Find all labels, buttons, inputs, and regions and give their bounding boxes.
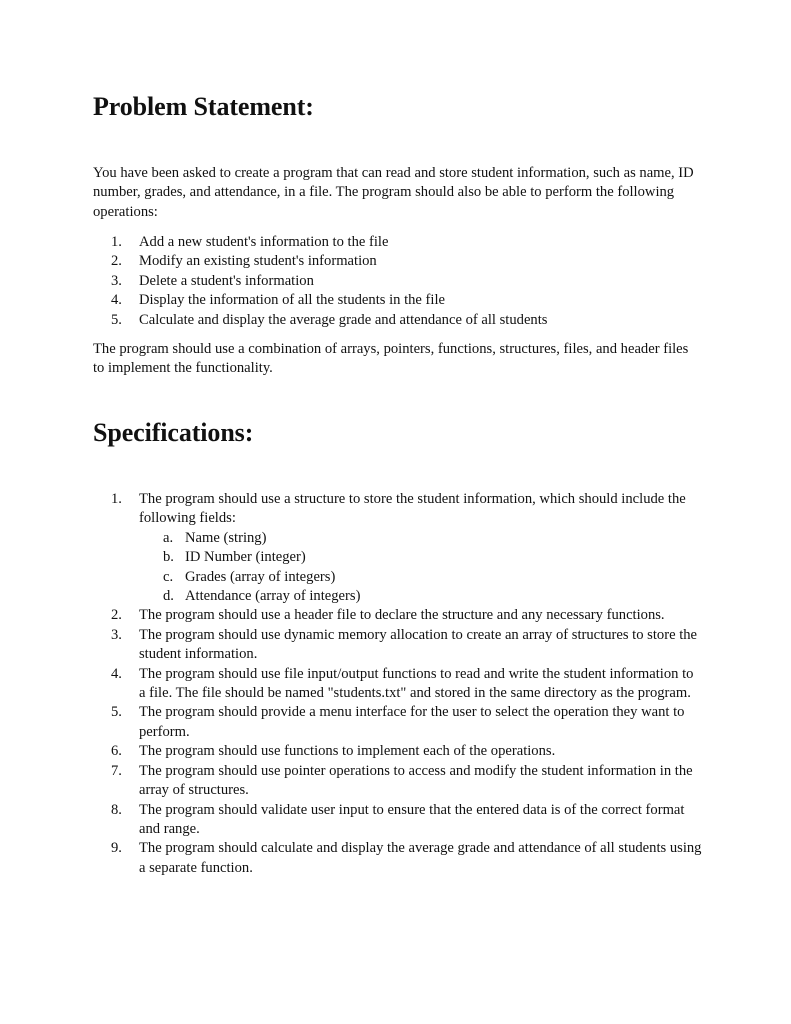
list-item-text: The program should use pointer operations to access and modify the student information in the array of structures. — [139, 762, 693, 799]
sub-list-item — [139, 587, 703, 606]
list-item — [93, 801, 703, 840]
list-item — [93, 490, 703, 606]
list-item-text: The program should use functions to implement each of the operations. — [139, 743, 556, 760]
problem-outro-paragraph: The program should use a combination of arrays, pointers, functions, structures, files, and header files to implement the functionality. — [93, 341, 689, 377]
problem-statement-heading: Problem Statement: — [93, 92, 314, 121]
list-item-text: Add a new student's information to the file — [139, 234, 389, 250]
list-item-text: Calculate and display the average grade and attendance of all students — [139, 311, 548, 328]
list-item — [93, 252, 703, 271]
list-item — [93, 762, 703, 801]
sub-list-letter: a. — [163, 529, 174, 546]
list-item — [93, 742, 703, 761]
list-item — [93, 626, 703, 665]
sub-list-letter: b. — [163, 549, 174, 566]
list-number: 8. — [111, 801, 122, 818]
list-number: 3. — [111, 272, 122, 289]
list-item-text: The program should validate user input to ensure that the entered data is of the correct format and range. — [139, 801, 685, 837]
list-item — [93, 311, 703, 330]
list-item-text: Modify an existing student's information — [139, 253, 377, 270]
list-item-text: The program should use dynamic memory allocation to create an array of structures to store the student information. — [139, 626, 698, 663]
sub-list-item-text: Attendance (array of integers) — [185, 588, 361, 605]
list-number: 2. — [111, 253, 122, 270]
problem-intro-paragraph: You have been asked to create a program that can read and store student information, such as name, ID number, grades, and attendance, in a file. The program should also be able to perform the following operations: — [93, 165, 694, 220]
list-item — [93, 606, 703, 625]
sub-list-item-text: Name (string) — [185, 529, 267, 546]
list-number: 9. — [111, 840, 122, 857]
operations-list — [93, 233, 703, 330]
sub-list-item — [139, 529, 703, 548]
sub-list-letter: c. — [163, 568, 174, 585]
sub-list-letter: d. — [163, 588, 174, 605]
list-item — [93, 233, 703, 252]
list-item-text: Display the information of all the students in the file — [139, 292, 445, 309]
list-item-text: The program should calculate and display the average grade and attendance of all students using a separate function. — [139, 840, 702, 876]
list-item-text: The program should use a header file to declare the structure and any necessary functions. — [139, 607, 665, 624]
list-item-text: Delete a student's information — [139, 272, 314, 289]
list-number: 5. — [111, 311, 122, 328]
list-item — [93, 272, 703, 291]
list-item — [93, 839, 703, 878]
list-item — [93, 703, 703, 742]
list-item-text: The program should use file input/output functions to read and write the student information to a file. The file should be named "students.txt" and stored in the same directory as the program. — [139, 665, 694, 702]
list-number: 4. — [111, 292, 122, 309]
list-number: 7. — [111, 762, 122, 779]
list-number: 2. — [111, 607, 122, 624]
sub-list-item-text: Grades (array of integers) — [185, 568, 336, 585]
list-number: 1. — [111, 491, 122, 507]
structure-fields-list — [139, 529, 703, 607]
list-item — [93, 665, 703, 704]
list-number: 4. — [111, 665, 122, 682]
list-number: 5. — [111, 704, 122, 721]
list-number: 6. — [111, 743, 122, 760]
list-item-text: The program should provide a menu interface for the user to select the operation they want to perform. — [139, 704, 685, 740]
list-item — [93, 291, 703, 310]
specifications-list — [93, 490, 703, 878]
list-number: 3. — [111, 626, 122, 643]
sub-list-item-text: ID Number (integer) — [185, 549, 306, 566]
specifications-heading: Specifications: — [93, 418, 254, 447]
list-item-text: The program should use a structure to store the student information, which should include the following fields: — [139, 491, 686, 527]
sub-list-item — [139, 568, 703, 587]
sub-list-item — [139, 548, 703, 567]
list-number: 1. — [111, 234, 122, 250]
